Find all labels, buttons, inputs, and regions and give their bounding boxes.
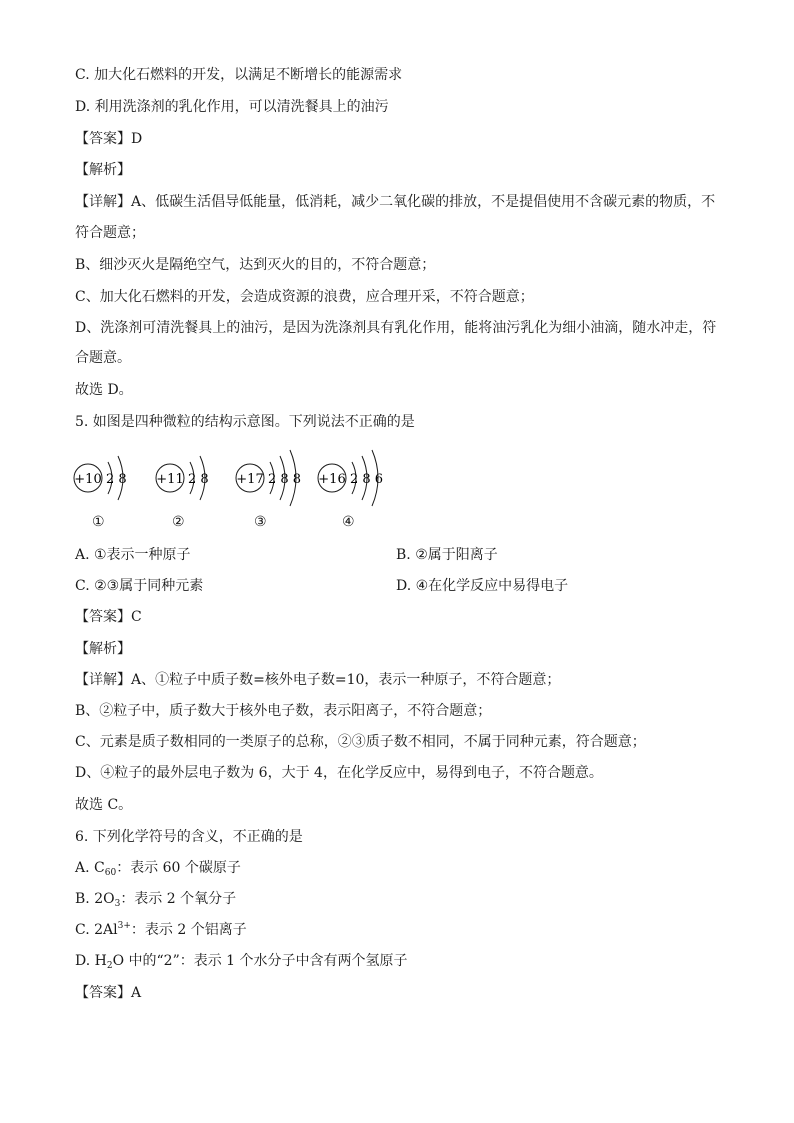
q5-detail-b: B、②粒子中，质子数大于核外电子数，表示阳离子，不符合题意； [75,703,492,719]
q4-detail-d-1: D、洗涤剂可清洗餐具上的油污，是因为洗涤剂具有乳化作用，能将油污乳化为细小油滴，随水冲走，符 [75,320,717,336]
q5-option-b: B. ②属于阳离子 [396,547,498,563]
detail-text: A、①粒子中质子数=核外电子数=10，表示一种原子，不符合题意； [131,672,561,688]
formula-text: B. 2O [75,891,115,907]
q4-detail-b: B、细沙灭火是隔绝空气，达到灭火的目的，不符合题意； [75,257,436,273]
atom-4-label: ④ [342,514,355,530]
formula-text: D. H [75,953,107,969]
q6-option-c [75,921,247,939]
q5-answer [75,608,142,626]
answer-value: A [131,985,142,1001]
q5-stem: 5. 如图是四种微粒的结构示意图。下列说法不正确的是 [75,414,415,430]
answer-value: C [131,609,142,625]
q4-detail-a-1 [75,193,715,211]
atom-structure-diagrams [70,448,400,530]
q4-conclusion: 故选 D。 [75,382,133,398]
answer-value: D [131,131,143,147]
atom-1-electrons: 2 8 [106,472,127,487]
q6-stem: 6. 下列化学符号的含义，不正确的是 [75,829,303,845]
answer-tag: 【答案】 [75,609,131,625]
subscript: 60 [104,868,117,878]
q5-option-a: A. ①表示一种原子 [75,547,191,563]
q4-detail-d-2: 合题意。 [75,350,131,366]
answer-tag: 【答案】 [75,131,131,147]
atom-diagram-3 [236,450,301,506]
subscript: 2 [106,961,113,971]
atom-diagrams-svg [70,448,400,508]
q4-analysis-tag: 【解析】 [75,162,131,178]
q5-conclusion: 故选 C。 [75,797,133,813]
q4-option-c: C. 加大化石燃料的开发，以满足不断增长的能源需求 [75,67,403,83]
q5-option-c: C. ②③属于同种元素 [75,578,204,594]
atom-3-label: ③ [254,514,267,530]
atom-4-electrons: 2 8 6 [350,472,384,487]
formula-text: C. 2Al [75,922,118,938]
q6-answer [75,984,141,1002]
detail-text: A、低碳生活倡导低能量，低消耗，减少二氧化碳的排放，不是提倡使用不含碳元素的物质，不 [131,194,716,210]
atom-2-label: ② [172,514,185,530]
q4-option-d: D. 利用洗涤剂的乳化作用，可以清洗餐具上的油污 [75,99,389,115]
detail-tag: 【详解】 [75,194,131,210]
atom-diagram-1 [74,456,127,500]
q6-option-d [75,952,408,970]
option-text: ：表示 60 个碳原子 [116,860,241,876]
q4-detail-c: C、加大化石燃料的开发，会造成资源的浪费，应合理开采，不符合题意； [75,289,534,305]
answer-tag: 【答案】 [75,985,131,1001]
atom-1-label: ① [92,514,105,530]
q6-option-b [75,890,236,908]
option-text: ：表示 2 个氧分子 [120,891,237,907]
q5-analysis-tag: 【解析】 [75,641,131,657]
q4-detail-a-2: 符合题意； [75,225,145,241]
q4-answer [75,130,142,148]
atom-2-electrons: 2 8 [188,472,209,487]
atom-3-nucleus: +17 [236,472,264,487]
q6-option-a [75,859,241,877]
atom-2-nucleus: +11 [156,472,184,487]
option-text: O 中的“2”：表示 1 个水分子中含有两个氢原子 [112,953,408,969]
q5-detail-d: D、④粒子的最外层电子数为 6，大于 4，在化学反应中，易得到电子，不符合题意。 [75,765,603,781]
superscript: 3+ [117,921,131,931]
option-text: ：表示 2 个铝离子 [130,922,247,938]
q5-option-d: D. ④在化学反应中易得电子 [396,578,569,594]
atom-diagram-4 [318,450,383,506]
detail-tag: 【详解】 [75,672,131,688]
atom-4-nucleus: +16 [318,472,346,487]
atom-3-electrons: 2 8 8 [268,472,302,487]
atom-diagram-2 [156,456,209,500]
atom-1-nucleus: +10 [74,472,102,487]
subscript: 3 [114,899,121,909]
formula-text: A. C [75,860,105,876]
q5-detail-c: C、元素是质子数相同的一类原子的总称，②③质子数不相同，不属于同种元素，符合题意； [75,734,646,750]
q5-detail-a [75,671,560,689]
